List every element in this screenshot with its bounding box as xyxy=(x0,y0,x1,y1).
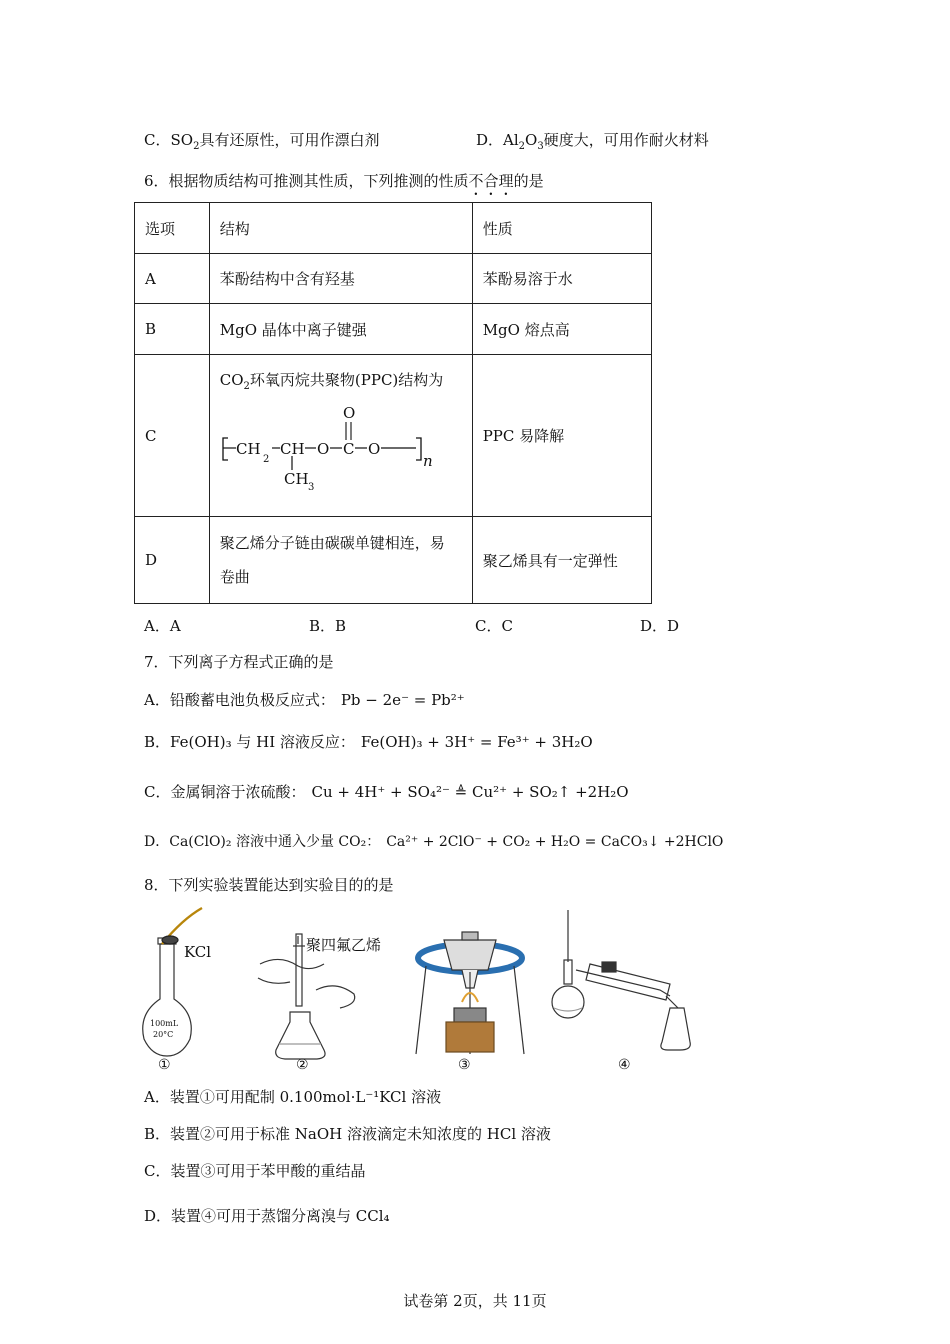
q6-stem: 6．根据物质结构可推测其性质，下列推测的性质不合理的是 xyxy=(144,172,544,190)
table-row xyxy=(135,517,652,604)
table-row xyxy=(135,254,652,304)
svg-text:②: ② xyxy=(296,1057,309,1073)
svg-text:C: C xyxy=(342,440,355,458)
cell-label: D xyxy=(135,517,210,604)
svg-text:①: ① xyxy=(158,1057,171,1073)
table-row xyxy=(135,355,652,517)
svg-text:2: 2 xyxy=(262,454,270,465)
svg-text:O: O xyxy=(342,404,356,422)
table-header-row xyxy=(135,203,652,254)
cell-property: 苯酚易溶于水 xyxy=(472,254,651,304)
cell-property: MgO 熔点高 xyxy=(472,304,651,355)
q7-option-c[interactable]: C．金属铜溶于浓硫酸： Cu + 4H⁺ + SO₄²⁻ ≜ Cu²⁺ + SO₂↑ +2H₂O xyxy=(144,783,629,801)
svg-text:聚四氟乙烯: 聚四氟乙烯 xyxy=(306,936,382,954)
cell-structure: 苯酚结构中含有羟基 xyxy=(209,254,472,304)
q6-option-d[interactable]: D．D xyxy=(640,617,680,635)
q8-option-b[interactable]: B．装置②可用于标准 NaOH 溶液滴定未知浓度的 HCl 溶液 xyxy=(144,1125,551,1143)
svg-text:CH: CH xyxy=(235,440,261,458)
svg-text:KCl: KCl xyxy=(184,943,212,961)
cell-property: 聚乙烯具有一定弹性 xyxy=(472,517,651,604)
svg-text:CH: CH xyxy=(283,470,309,488)
q7-option-d[interactable]: D．Ca(ClO)₂ 溶液中通入少量 CO₂： Ca²⁺ + 2ClO⁻ + CO₂ + H₂O = CaCO₃↓ +2HClO xyxy=(144,834,724,850)
table-row xyxy=(135,304,652,355)
q6-option-a[interactable]: A．A xyxy=(144,617,181,635)
page-footer: 试卷第 2页，共 11页 xyxy=(403,1292,547,1310)
q5-option-c: C．$SO_2$具有还原性，可用作漂白剂 xyxy=(144,131,380,152)
q7-option-b[interactable]: B．Fe(OH)₃ 与 HI 溶液反应： Fe(OH)₃ + 3H⁺ = Fe³⁺ + 3H₂O xyxy=(144,733,593,751)
q8-option-c[interactable]: C．装置③可用于苯甲酸的重结晶 xyxy=(144,1162,366,1180)
q5-option-d: D．$Al_2O_3$硬度大，可用作耐火材料 xyxy=(476,131,709,152)
cell-structure xyxy=(209,355,472,517)
svg-text:③: ③ xyxy=(458,1057,471,1073)
apparatus-4-distillation xyxy=(552,910,690,1073)
svg-text:n: n xyxy=(422,452,433,470)
q8-option-d[interactable]: D．装置④可用于蒸馏分离溴与 CCl₄ xyxy=(144,1207,390,1225)
header-structure: 结构 xyxy=(209,203,472,254)
header-property: 性质 xyxy=(472,203,651,254)
cell-label: C xyxy=(135,355,210,517)
cell-structure: 聚乙烯分子链由碳碳单键相连，易 卷曲 xyxy=(209,517,472,604)
cell-property: PPC 易降解 xyxy=(472,355,651,517)
apparatus-1-volumetric-flask xyxy=(143,908,212,1073)
svg-text:O: O xyxy=(367,440,381,458)
q7-stem: 7．下列离子方程式正确的是 xyxy=(144,653,334,671)
svg-text:④: ④ xyxy=(618,1057,631,1073)
header-option: 选项 xyxy=(135,203,210,254)
svg-text:CH: CH xyxy=(279,440,305,458)
svg-text:3: 3 xyxy=(307,482,315,493)
svg-text:20°C: 20°C xyxy=(153,1030,174,1039)
apparatus-2-titration xyxy=(258,934,381,1073)
svg-text:100mL: 100mL xyxy=(150,1019,179,1028)
q6-option-c[interactable]: C．C xyxy=(475,617,513,635)
q7-option-a[interactable]: A．铅酸蓄电池负极反应式： Pb − 2e⁻ = Pb²⁺ xyxy=(144,691,465,709)
cell-label: A xyxy=(135,254,210,304)
q8-apparatus-figure xyxy=(140,904,700,1076)
cell-label: B xyxy=(135,304,210,355)
q8-stem: 8．下列实验装置能达到实验目的的是 xyxy=(144,876,394,894)
ppc-structure-formula xyxy=(220,396,450,493)
q6-table xyxy=(134,202,652,604)
q6-option-b[interactable]: B．B xyxy=(309,617,347,635)
q8-option-a[interactable]: A．装置①可用配制 0.100mol·L⁻¹KCl 溶液 xyxy=(144,1088,442,1106)
ppc-caption: $CO_2$环氧丙烷共聚物(PPC)结构为 xyxy=(219,371,444,392)
apparatus-3-recrystallization xyxy=(416,932,524,1073)
cell-structure: MgO 晶体中离子键强 xyxy=(209,304,472,355)
svg-text:O: O xyxy=(316,440,330,458)
